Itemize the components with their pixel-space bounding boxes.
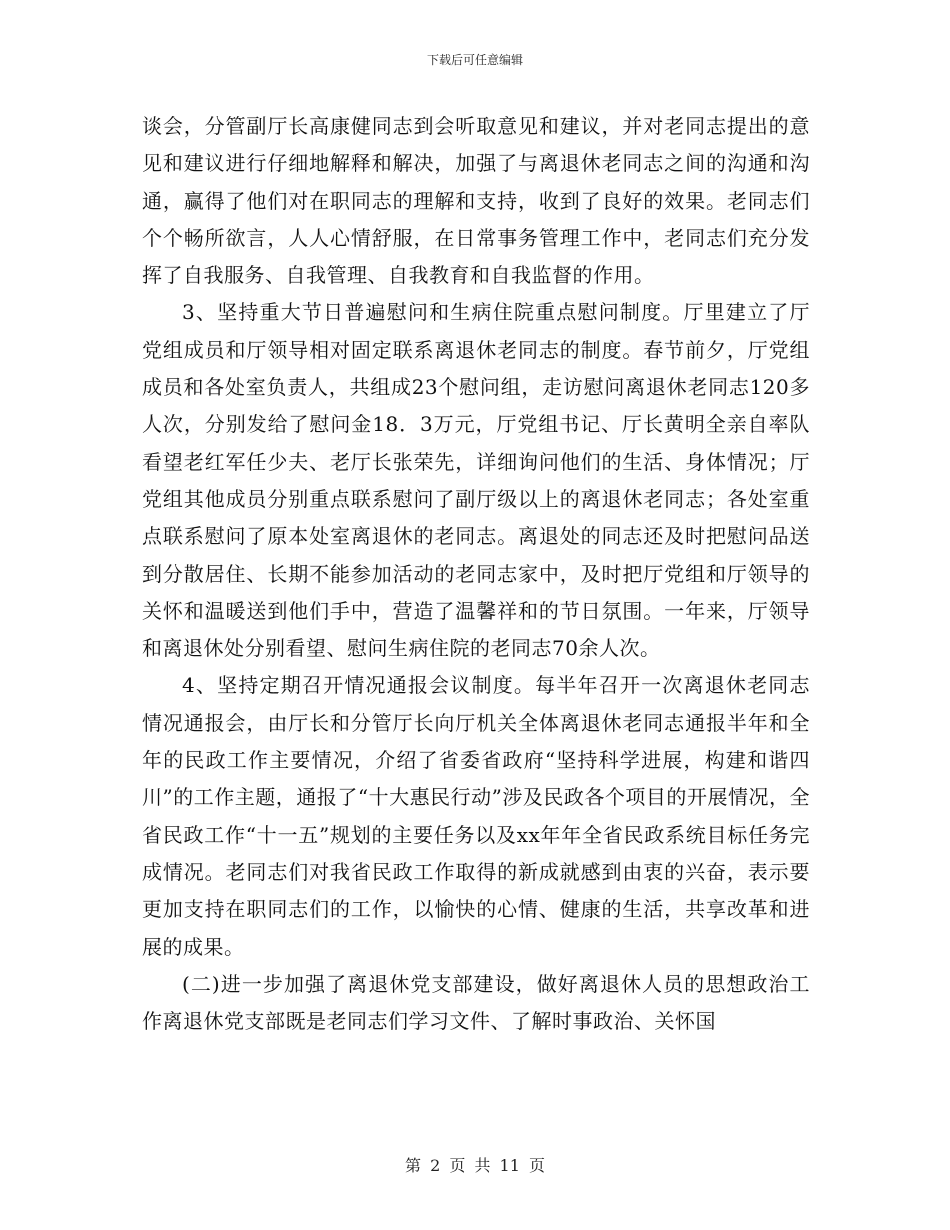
document-body xyxy=(142,108,810,1040)
page-number: 第 2 页 共 11 页 xyxy=(405,1156,545,1175)
page-header: 下载后可任意编辑 xyxy=(426,53,523,67)
paragraph-item-4: 4、坚持定期召开情况通报会议制度。每半年召开一次离退休老同志情况通报会，由厅长和分管厅长向厅机关全体离退休老同志通报半年和全年的民政工作主要情况，介绍了省委省政府“坚持科学进展，构建和谐四川”的工作主题，通报了“十大惠民行动”涉及民政各个项目的开展情况，全省民政工作“十一五”规划的主要任务以及xx年年全省民政系统目标任务完成情况。老同志们对我省民政工作取得的新成就感到由衷的兴奋，表示要更加支持在职同志们的工作，以愉快的心情、健康的生活，共享改革和进展的成果。 xyxy=(142,673,810,959)
paragraph-item-3: 3、坚持重大节日普遍慰问和生病住院重点慰问制度。厅里建立了厅党组成员和厅领导相对固定联系离退休老同志的制度。春节前夕，厅党组成员和各处室负责人，共组成23个慰问组，走访慰问离退休老同志120多人次，分别发给了慰问金18．3万元，厅党组书记、厅长黄明全亲自率队看望老红军任少夫、老厅长张荣先，详细询问他们的生活、身体情况；厅党组其他成员分别重点联系慰问了副厅级以上的离退休老同志；各处室重点联系慰问了原本处室离退休的老同志。离退处的同志还及时把慰问品送到分散居住、长期不能参加活动的老同志家中，及时把厅党组和厅领导的关怀和温暖送到他们手中，营造了温馨祥和的节日氛围。一年来，厅领导和离退休处分别看望、慰问生病住院的老同志70余人次。 xyxy=(142,300,810,661)
paragraph-section-2: (二)进一步加强了离退休党支部建设，做好离退休人员的思想政治工作离退休党支部既是老同志们学习文件、了解时事政治、关怀国 xyxy=(142,971,810,1034)
paragraph-continuation: 谈会，分管副厅长高康健同志到会听取意见和建议，并对老同志提出的意见和建议进行仔细地解释和解决，加强了与离退休老同志之间的沟通和沟通，赢得了他们对在职同志的理解和支持，收到了良好的效果。老同志们个个畅所欲言，人人心情舒服，在日常事务管理工作中，老同志们充分发挥了自我服务、自我管理、自我教育和自我监督的作用。 xyxy=(142,114,810,288)
